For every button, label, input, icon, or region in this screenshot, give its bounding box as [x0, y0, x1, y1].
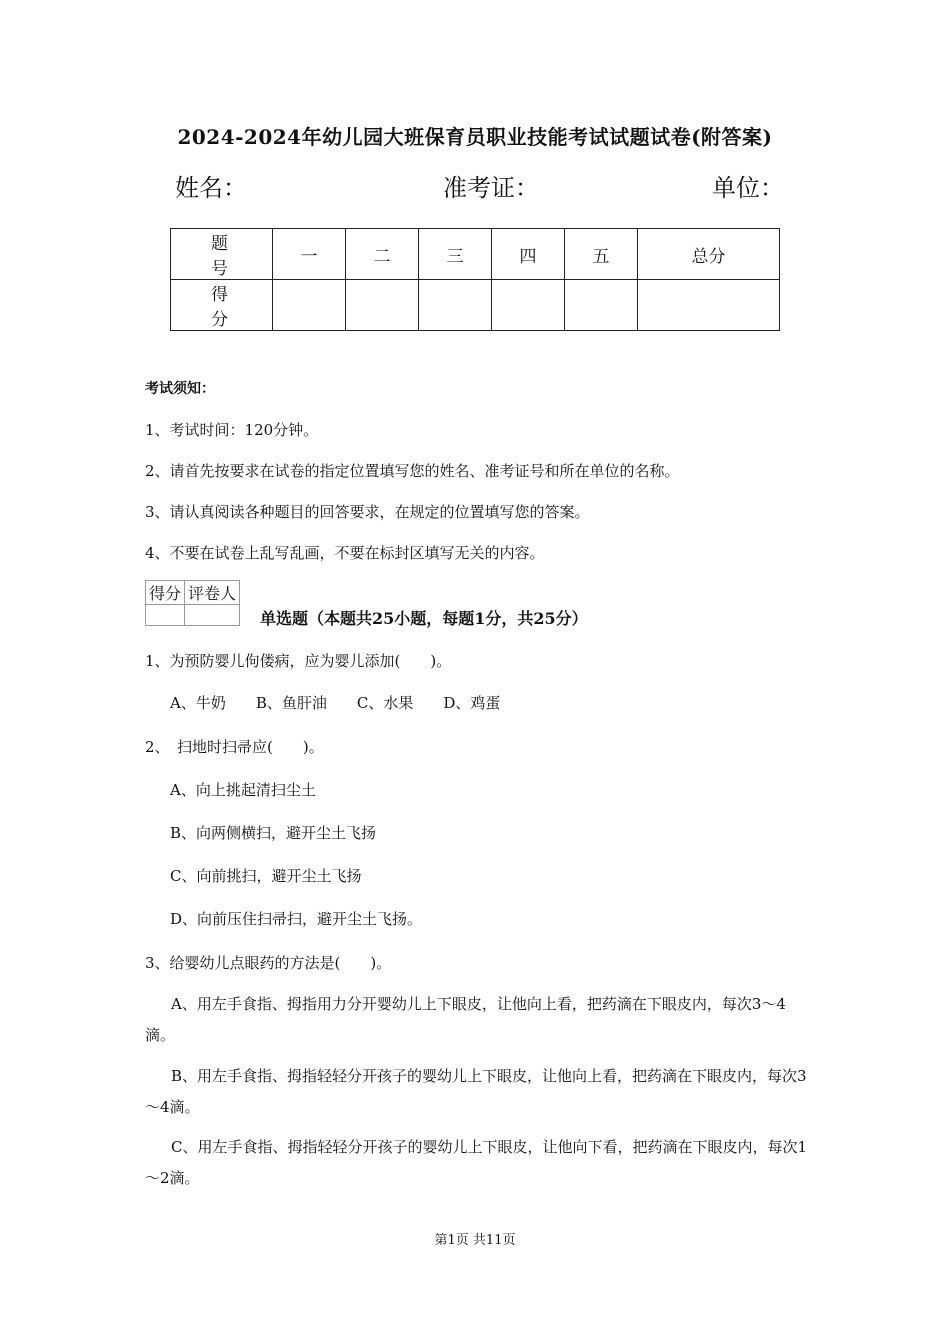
question-option: C、向前挑扫，避开尘土飞扬: [170, 867, 362, 885]
notice-item: 3、请认真阅读各种题目的回答要求，在规定的位置填写您的答案。: [145, 503, 590, 521]
question-stem: 3、给婴幼儿点眼药的方法是( )。: [145, 954, 392, 972]
score-cell: [492, 280, 565, 331]
question-option: D、向前压住扫帚扫，避开尘土飞扬。: [170, 910, 423, 928]
score-cell: 一: [273, 229, 346, 280]
score-table: [170, 228, 780, 331]
grader-box: [145, 580, 240, 626]
grader-reviewer-label: 评卷人: [185, 581, 240, 605]
score-cell: [419, 280, 492, 331]
notice-item: 2、请首先按要求在试卷的指定位置填写您的姓名、准考证号和所在单位的名称。: [145, 462, 680, 480]
score-table-score-row: [171, 280, 780, 331]
name-field-label: 姓名：: [175, 174, 247, 202]
question-options: A、牛奶 B、鱼肝油 C、水果 D、鸡蛋: [170, 694, 501, 712]
score-table-header-row: [171, 229, 780, 280]
question-option: C、用左手食指、拇指轻轻分开孩子的婴幼儿上下眼皮，让他向下看，把药滴在下眼皮内，每次1～2滴。: [145, 1138, 808, 1187]
page-footer: 第1页 共11页: [434, 1233, 516, 1248]
score-cell: 二: [346, 229, 419, 280]
question-option: B、向两侧横扫，避开尘土飞扬: [170, 824, 377, 842]
score-cell: [638, 280, 780, 331]
grader-score-cell: [146, 605, 185, 626]
question-option: A、用左手食指、拇指用力分开婴幼儿上下眼皮，让他向上看，把药滴在下眼皮内，每次3～4滴。: [145, 995, 786, 1044]
score-cell: 得 分: [171, 280, 273, 331]
notice-item: 1、考试时间：120分钟。: [145, 421, 319, 439]
exam-id-field-label: 准考证：: [443, 174, 539, 202]
notice-item: 4、不要在试卷上乱写乱画，不要在标封区填写无关的内容。: [145, 544, 545, 562]
score-cell: 三: [419, 229, 492, 280]
section-title: 单选题（本题共25小题，每题1分，共25分）: [260, 609, 588, 628]
document-title: 2024-2024年幼儿园大班保育员职业技能考试试题试卷(附答案): [177, 125, 773, 149]
score-cell: [273, 280, 346, 331]
score-cell: 四: [492, 229, 565, 280]
score-cell: 题 号: [171, 229, 273, 280]
score-cell: [346, 280, 419, 331]
grader-score-label: 得分: [146, 581, 185, 605]
score-cell: [565, 280, 638, 331]
question-stem: 2、 扫地时扫帚应( )。: [145, 738, 324, 756]
question-option: B、用左手食指、拇指轻轻分开孩子的婴幼儿上下眼皮，让他向上看，把药滴在下眼皮内，每次3～4滴。: [145, 1067, 807, 1116]
question-option: A、向上挑起清扫尘土: [170, 781, 316, 799]
unit-field-label: 单位：: [712, 174, 784, 202]
notice-heading: 考试须知：: [145, 381, 215, 397]
question-stem: 1、为预防婴儿佝偻病，应为婴儿添加( )。: [145, 652, 452, 670]
score-cell: 总分: [638, 229, 780, 280]
score-cell: 五: [565, 229, 638, 280]
grader-reviewer-cell: [185, 605, 240, 626]
